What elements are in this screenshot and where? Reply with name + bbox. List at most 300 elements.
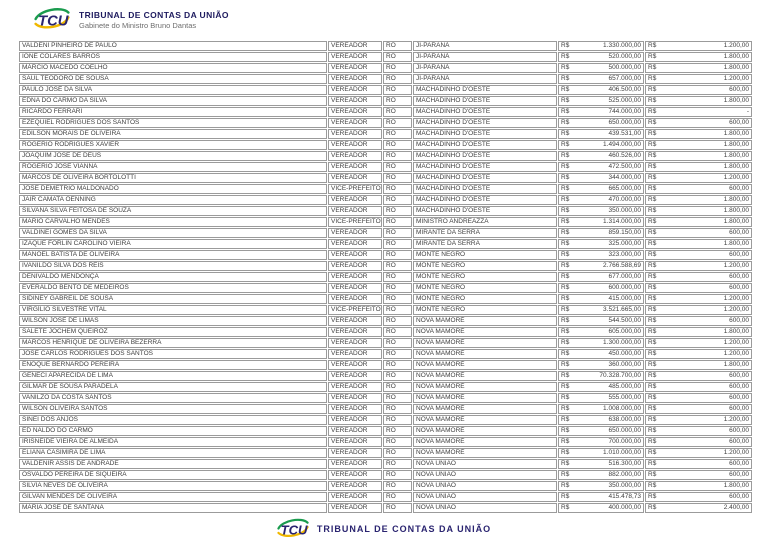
table-row xyxy=(19,261,752,271)
uf-cell: RO xyxy=(383,448,412,458)
amount-cell xyxy=(645,470,752,480)
currency-symbol: R$ xyxy=(561,262,570,269)
amount-cell xyxy=(558,239,644,249)
currency-symbol: R$ xyxy=(648,53,657,60)
amount-value: 1.800,00 xyxy=(723,207,749,214)
uf-cell: RO xyxy=(383,129,412,139)
position-cell: VEREADOR xyxy=(328,195,382,205)
name-cell: GILVAN MENDES DE OLIVEIRA xyxy=(19,492,327,502)
table-row xyxy=(19,107,752,117)
amount-cell xyxy=(645,239,752,249)
amount-value: 344.000,00 xyxy=(608,174,641,181)
currency-symbol: R$ xyxy=(648,416,657,423)
amount-cell xyxy=(558,52,644,62)
amount-wrap xyxy=(648,482,749,490)
amount-value: 600,00 xyxy=(729,317,749,324)
amount-value: 600,00 xyxy=(729,372,749,379)
amount-cell xyxy=(558,415,644,425)
amount-value: 1.800,00 xyxy=(723,141,749,148)
candidates-table xyxy=(18,40,753,514)
currency-symbol: R$ xyxy=(648,141,657,148)
amount-wrap xyxy=(561,218,641,226)
municipality-cell: NOVA UNIÃO xyxy=(413,481,557,491)
currency-symbol: R$ xyxy=(561,42,570,49)
currency-symbol: R$ xyxy=(561,482,570,489)
name-cell: IRISNEIDE VIEIRA DE ALMEIDA xyxy=(19,437,327,447)
position-cell: VEREADOR xyxy=(328,261,382,271)
table-row xyxy=(19,140,752,150)
amount-cell xyxy=(645,217,752,227)
currency-symbol: R$ xyxy=(561,295,570,302)
amount-wrap xyxy=(561,383,641,391)
amount-wrap xyxy=(648,185,749,193)
amount-cell xyxy=(558,140,644,150)
currency-symbol: R$ xyxy=(648,273,657,280)
position-cell: VEREADOR xyxy=(328,360,382,370)
amount-cell xyxy=(558,184,644,194)
amount-value: 600,00 xyxy=(729,383,749,390)
municipality-cell: NOVA UNIÃO xyxy=(413,492,557,502)
name-cell: VALDINEI GOMES DA SILVA xyxy=(19,228,327,238)
footer-org-title: TRIBUNAL DE CONTAS DA UNIÃO xyxy=(316,523,492,534)
amount-wrap xyxy=(648,471,749,479)
currency-symbol: R$ xyxy=(648,306,657,313)
amount-wrap xyxy=(648,251,749,259)
amount-value: 859.150,00 xyxy=(608,229,641,236)
amount-cell xyxy=(558,305,644,315)
municipality-cell: MIRANTE DA SERRA xyxy=(413,239,557,249)
name-cell: SIDINEY GABREIL DE SOUSA xyxy=(19,294,327,304)
municipality-cell: NOVA MAMORÉ xyxy=(413,426,557,436)
currency-symbol: R$ xyxy=(648,295,657,302)
amount-wrap xyxy=(648,493,749,501)
amount-value: 1.800,00 xyxy=(723,196,749,203)
municipality-cell: NOVA UNIÃO xyxy=(413,503,557,513)
amount-cell xyxy=(558,272,644,282)
uf-cell: RO xyxy=(383,118,412,128)
table-row xyxy=(19,393,752,403)
currency-symbol: R$ xyxy=(648,339,657,346)
position-cell: VEREADOR xyxy=(328,283,382,293)
amount-wrap xyxy=(561,427,641,435)
name-cell: JOSE DEMETRIO MALDONADO xyxy=(19,184,327,194)
position-cell: VEREADOR xyxy=(328,272,382,282)
org-subtitle: Gabinete do Ministro Bruno Dantas xyxy=(79,21,197,30)
name-cell: MANOEL BATISTA DE OLIVEIRA xyxy=(19,250,327,260)
amount-cell xyxy=(558,129,644,139)
amount-cell xyxy=(645,327,752,337)
amount-cell xyxy=(558,404,644,414)
table-row xyxy=(19,382,752,392)
amount-cell xyxy=(645,316,752,326)
amount-wrap xyxy=(561,482,641,490)
name-cell: JOSE CARLOS RODRIGUES DOS SANTOS xyxy=(19,349,327,359)
amount-wrap xyxy=(561,53,641,61)
table-row xyxy=(19,272,752,282)
amount-wrap xyxy=(561,438,641,446)
amount-value: 1.010.000,00 xyxy=(603,449,641,456)
amount-cell xyxy=(645,349,752,359)
position-cell: VEREADOR xyxy=(328,426,382,436)
amount-cell xyxy=(558,85,644,95)
amount-cell xyxy=(645,129,752,139)
table-row xyxy=(19,316,752,326)
amount-wrap xyxy=(648,460,749,468)
amount-value: 1.200,00 xyxy=(723,416,749,423)
position-cell: VEREADOR xyxy=(328,338,382,348)
name-cell: ELIANA CASIMIRA DE LIMA xyxy=(19,448,327,458)
amount-value: 1.200,00 xyxy=(723,339,749,346)
amount-cell xyxy=(645,118,752,128)
amount-wrap xyxy=(648,284,749,292)
amount-value: 1.800,00 xyxy=(723,328,749,335)
uf-cell: RO xyxy=(383,228,412,238)
amount-wrap xyxy=(561,240,641,248)
table-row xyxy=(19,327,752,337)
position-cell: VEREADOR xyxy=(328,415,382,425)
uf-cell: RO xyxy=(383,173,412,183)
amount-wrap xyxy=(648,438,749,446)
amount-value: 1.300.000,00 xyxy=(603,339,641,346)
uf-cell: RO xyxy=(383,96,412,106)
currency-symbol: R$ xyxy=(648,328,657,335)
position-cell: VEREADOR xyxy=(328,382,382,392)
org-title: TRIBUNAL DE CONTAS DA UNIÃO xyxy=(79,10,229,20)
currency-symbol: R$ xyxy=(561,493,570,500)
currency-symbol: R$ xyxy=(648,493,657,500)
currency-symbol: R$ xyxy=(648,504,657,511)
position-cell: VEREADOR xyxy=(328,173,382,183)
name-cell: ROGERIO JOSE VIANNA xyxy=(19,162,327,172)
amount-wrap xyxy=(561,196,641,204)
municipality-cell: MACHADINHO D'OESTE xyxy=(413,173,557,183)
amount-wrap xyxy=(648,394,749,402)
municipality-cell: MACHADINHO D'OESTE xyxy=(413,129,557,139)
currency-symbol: R$ xyxy=(561,449,570,456)
uf-cell: RO xyxy=(383,382,412,392)
amount-cell xyxy=(558,481,644,491)
currency-symbol: R$ xyxy=(561,229,570,236)
position-cell: VEREADOR xyxy=(328,481,382,491)
position-cell: VEREADOR xyxy=(328,470,382,480)
name-cell: IONE COLARES BARROS xyxy=(19,52,327,62)
amount-cell xyxy=(645,448,752,458)
municipality-cell: NOVA MAMORÉ xyxy=(413,437,557,447)
uf-cell: RO xyxy=(383,107,412,117)
amount-wrap xyxy=(561,86,641,94)
uf-cell: RO xyxy=(383,470,412,480)
amount-value: 744.000,00 xyxy=(608,108,641,115)
municipality-cell: MONTE NEGRO xyxy=(413,261,557,271)
position-cell: VEREADOR xyxy=(328,162,382,172)
amount-cell xyxy=(645,96,752,106)
table-row xyxy=(19,74,752,84)
amount-cell xyxy=(645,426,752,436)
currency-symbol: R$ xyxy=(648,361,657,368)
amount-cell xyxy=(645,250,752,260)
table-row xyxy=(19,503,752,513)
municipality-cell: MACHADINHO D'OESTE xyxy=(413,107,557,117)
currency-symbol: R$ xyxy=(648,460,657,467)
amount-cell xyxy=(645,52,752,62)
currency-symbol: R$ xyxy=(648,394,657,401)
uf-cell: RO xyxy=(383,503,412,513)
amount-value: 450.000,00 xyxy=(608,350,641,357)
amount-value: 1.800,00 xyxy=(723,163,749,170)
name-cell: EVERALDO BENTO DE MEDEIROS xyxy=(19,283,327,293)
amount-cell xyxy=(645,415,752,425)
currency-symbol: R$ xyxy=(648,75,657,82)
currency-symbol: R$ xyxy=(561,141,570,148)
position-cell: VEREADOR xyxy=(328,85,382,95)
amount-wrap xyxy=(561,350,641,358)
amount-cell xyxy=(645,481,752,491)
amount-cell xyxy=(558,96,644,106)
amount-cell xyxy=(645,74,752,84)
amount-wrap xyxy=(648,449,749,457)
currency-symbol: R$ xyxy=(648,427,657,434)
amount-value: - xyxy=(746,108,749,115)
amount-value: 350.000,00 xyxy=(608,482,641,489)
amount-wrap xyxy=(648,196,749,204)
amount-cell xyxy=(558,63,644,73)
amount-wrap xyxy=(648,361,749,369)
amount-value: 70.328.700,00 xyxy=(599,372,641,379)
uf-cell: RO xyxy=(383,492,412,502)
currency-symbol: R$ xyxy=(648,108,657,115)
currency-symbol: R$ xyxy=(561,383,570,390)
amount-value: 516.300,00 xyxy=(608,460,641,467)
amount-value: 638.000,00 xyxy=(608,416,641,423)
uf-cell: RO xyxy=(383,371,412,381)
name-cell: SILVIA NEVES DE OLIVEIRA xyxy=(19,481,327,491)
uf-cell: RO xyxy=(383,250,412,260)
amount-wrap xyxy=(648,174,749,182)
amount-cell xyxy=(558,470,644,480)
name-cell: ROGERIO RODRIGUES XAVIER xyxy=(19,140,327,150)
amount-value: 700.000,00 xyxy=(608,438,641,445)
amount-wrap xyxy=(648,53,749,61)
uf-cell: RO xyxy=(383,415,412,425)
table-row xyxy=(19,217,752,227)
amount-value: 1.330.000,00 xyxy=(603,42,641,49)
amount-cell xyxy=(558,118,644,128)
position-cell: VEREADOR xyxy=(328,503,382,513)
municipality-cell: JI-PARANÁ xyxy=(413,74,557,84)
amount-cell xyxy=(645,184,752,194)
currency-symbol: R$ xyxy=(648,185,657,192)
currency-symbol: R$ xyxy=(561,174,570,181)
position-cell: VEREADOR xyxy=(328,129,382,139)
amount-wrap xyxy=(561,471,641,479)
table-row xyxy=(19,63,752,73)
header-text-block xyxy=(79,8,229,30)
amount-wrap xyxy=(648,130,749,138)
amount-wrap xyxy=(648,108,749,116)
page-header xyxy=(34,5,229,33)
amount-value: 350.000,00 xyxy=(608,207,641,214)
currency-symbol: R$ xyxy=(648,471,657,478)
amount-value: 1.800,00 xyxy=(723,152,749,159)
table-row xyxy=(19,184,752,194)
amount-wrap xyxy=(648,273,749,281)
amount-cell xyxy=(558,338,644,348)
amount-cell xyxy=(645,63,752,73)
name-cell: MÁRCIO MACEDO COELHO xyxy=(19,63,327,73)
municipality-cell: MINISTRO ANDREAZZA xyxy=(413,217,557,227)
amount-value: 325.000,00 xyxy=(608,240,641,247)
amount-wrap xyxy=(561,229,641,237)
amount-wrap xyxy=(561,273,641,281)
amount-cell xyxy=(645,360,752,370)
currency-symbol: R$ xyxy=(561,64,570,71)
currency-symbol: R$ xyxy=(561,405,570,412)
amount-value: 600,00 xyxy=(729,394,749,401)
amount-wrap xyxy=(561,119,641,127)
currency-symbol: R$ xyxy=(648,383,657,390)
currency-symbol: R$ xyxy=(561,306,570,313)
amount-value: 2.766.588,69 xyxy=(603,262,641,269)
amount-value: 1.008.000,00 xyxy=(603,405,641,412)
amount-value: 600,00 xyxy=(729,438,749,445)
amount-wrap xyxy=(648,350,749,358)
currency-symbol: R$ xyxy=(561,130,570,137)
amount-cell xyxy=(645,283,752,293)
amount-wrap xyxy=(648,75,749,83)
position-cell: VEREADOR xyxy=(328,228,382,238)
amount-value: 600,00 xyxy=(729,427,749,434)
amount-wrap xyxy=(648,97,749,105)
uf-cell: RO xyxy=(383,41,412,51)
currency-symbol: R$ xyxy=(561,86,570,93)
amount-value: 406.500,00 xyxy=(608,86,641,93)
table-row xyxy=(19,360,752,370)
table-row xyxy=(19,426,752,436)
amount-wrap xyxy=(561,108,641,116)
uf-cell: RO xyxy=(383,217,412,227)
amount-wrap xyxy=(648,383,749,391)
amount-wrap xyxy=(561,295,641,303)
uf-cell: RO xyxy=(383,272,412,282)
position-cell: VEREADOR xyxy=(328,41,382,51)
amount-cell xyxy=(558,426,644,436)
table-row xyxy=(19,448,752,458)
currency-symbol: R$ xyxy=(561,460,570,467)
amount-cell xyxy=(558,448,644,458)
table-row xyxy=(19,250,752,260)
currency-symbol: R$ xyxy=(561,240,570,247)
currency-symbol: R$ xyxy=(648,130,657,137)
uf-cell: RO xyxy=(383,195,412,205)
amount-value: 439.531,00 xyxy=(608,130,641,137)
currency-symbol: R$ xyxy=(561,273,570,280)
amount-value: 650.000,00 xyxy=(608,427,641,434)
amount-cell xyxy=(645,107,752,117)
page-footer xyxy=(0,516,768,541)
currency-symbol: R$ xyxy=(561,372,570,379)
currency-symbol: R$ xyxy=(561,361,570,368)
amount-value: 600,00 xyxy=(729,273,749,280)
currency-symbol: R$ xyxy=(648,350,657,357)
amount-value: 600,00 xyxy=(729,405,749,412)
amount-wrap xyxy=(561,504,641,512)
amount-wrap xyxy=(561,185,641,193)
position-cell: VEREADOR xyxy=(328,393,382,403)
amount-wrap xyxy=(561,174,641,182)
currency-symbol: R$ xyxy=(561,317,570,324)
name-cell: MARIA JOSE DE SANTANA xyxy=(19,503,327,513)
amount-value: 600,00 xyxy=(729,251,749,258)
amount-wrap xyxy=(561,284,641,292)
table-row xyxy=(19,85,752,95)
amount-wrap xyxy=(561,339,641,347)
amount-cell xyxy=(558,228,644,238)
amount-value: 472.500,00 xyxy=(608,163,641,170)
currency-symbol: R$ xyxy=(648,196,657,203)
uf-cell: RO xyxy=(383,360,412,370)
currency-symbol: R$ xyxy=(648,97,657,104)
amount-cell xyxy=(645,173,752,183)
amount-wrap xyxy=(561,416,641,424)
currency-symbol: R$ xyxy=(561,328,570,335)
amount-cell xyxy=(558,107,644,117)
amount-cell xyxy=(558,459,644,469)
name-cell: DENIVALDO MENDONÇA xyxy=(19,272,327,282)
amount-wrap xyxy=(648,405,749,413)
uf-cell: RO xyxy=(383,162,412,172)
position-cell: VEREADOR xyxy=(328,151,382,161)
amount-value: 600.000,00 xyxy=(608,284,641,291)
amount-cell xyxy=(558,195,644,205)
amount-wrap xyxy=(648,328,749,336)
amount-value: 882.000,00 xyxy=(608,471,641,478)
table-row xyxy=(19,52,752,62)
amount-wrap xyxy=(648,240,749,248)
position-cell: VEREADOR xyxy=(328,239,382,249)
municipality-cell: NOVA MAMORÉ xyxy=(413,360,557,370)
amount-value: 1.800,00 xyxy=(723,361,749,368)
amount-value: 657.000,00 xyxy=(608,75,641,82)
amount-cell xyxy=(645,151,752,161)
municipality-cell: NOVA MAMORÉ xyxy=(413,316,557,326)
amount-value: 665.000,00 xyxy=(608,185,641,192)
amount-value: 600,00 xyxy=(729,229,749,236)
name-cell: EDNA DO CARMO DA SILVA xyxy=(19,96,327,106)
amount-wrap xyxy=(561,306,641,314)
amount-wrap xyxy=(648,306,749,314)
currency-symbol: R$ xyxy=(648,218,657,225)
position-cell: VEREADOR xyxy=(328,96,382,106)
currency-symbol: R$ xyxy=(561,207,570,214)
amount-cell xyxy=(558,294,644,304)
position-cell: VEREADOR xyxy=(328,492,382,502)
municipality-cell: MACHADINHO D'OESTE xyxy=(413,96,557,106)
amount-cell xyxy=(558,360,644,370)
amount-value: 1.494.000,00 xyxy=(603,141,641,148)
municipality-cell: MACHADINHO D'OESTE xyxy=(413,184,557,194)
amount-cell xyxy=(645,261,752,271)
currency-symbol: R$ xyxy=(561,196,570,203)
amount-value: 1.200,00 xyxy=(723,350,749,357)
amount-value: 1.200,00 xyxy=(723,174,749,181)
amount-cell xyxy=(558,382,644,392)
uf-cell: RO xyxy=(383,261,412,271)
amount-wrap xyxy=(561,163,641,171)
amount-wrap xyxy=(648,152,749,160)
table-row xyxy=(19,437,752,447)
currency-symbol: R$ xyxy=(648,317,657,324)
position-cell: VEREADOR xyxy=(328,107,382,117)
